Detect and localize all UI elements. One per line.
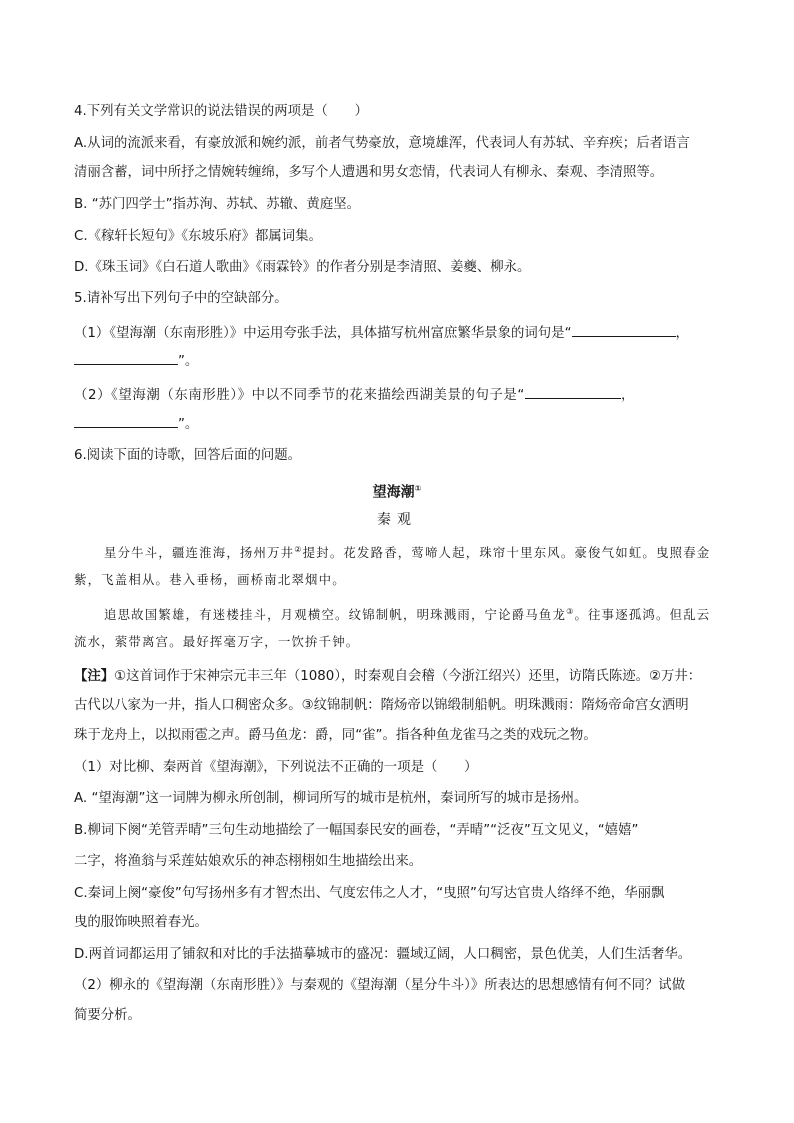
answer-blank-3[interactable] xyxy=(525,384,621,399)
q4-option-b: B. “苏门四学士”指苏洵、苏轼、苏辙、黄庭坚。 xyxy=(74,197,360,212)
poem-author: 秦观 xyxy=(377,512,417,528)
q6-stem: 6.阅读下面的诗歌，回答后面的问题。 xyxy=(74,448,302,463)
q6-sub2-line1: （2）柳永的《望海潮（东南形胜）》与秦观的《望海潮（星分牛斗）》所表达的思想感情有何不同？试做 xyxy=(74,978,686,993)
q6-sub1-stem: （1）对比柳、秦两首《望海潮》，下列说法不正确的一项是（ ） xyxy=(74,760,478,775)
q5-part1-line2 xyxy=(74,350,198,372)
annotation-line1: 【注】①这首词作于宋神宗元丰三年（1080），时秦观自会稽（今浙江绍兴）还里，访隋氏陈迹。②万井： xyxy=(74,669,702,684)
footnote-marker: ② xyxy=(294,545,303,554)
q5-part2-line1 xyxy=(74,384,635,406)
poem-title xyxy=(0,479,794,503)
poem-line: 追思故国繁雄，有迷楼挂斗，月观横空。纹锦制帆，明珠溅雨，宁论爵马鱼龙③。往事逐孤鸿。但乱云 xyxy=(104,607,711,623)
answer-blank-4[interactable] xyxy=(74,413,178,428)
note-label: 【注】 xyxy=(74,669,115,684)
answer-blank-2[interactable] xyxy=(74,350,178,365)
comma: ， xyxy=(675,326,689,341)
poem-line: 紫，飞盖相从。巷入垂杨，画桥南北翠烟中。 xyxy=(74,572,346,587)
annotation-line2: 古代以八家为一井，指人口稠密众多。③纹锦制帆：隋炀帝以锦缎制船帆。明珠溅雨：隋炀帝命宫女洒明 xyxy=(74,698,689,713)
closing-quote: ”。 xyxy=(178,417,199,432)
q6-option-d: D.两首词都运用了铺叙和对比的手法描摹城市的盛况：疆域辽阔，人口稠密，景色优美，人们生活奢华。 xyxy=(74,947,692,962)
annotation-line3: 珠于龙舟上，以拟雨雹之声。爵马鱼龙：爵，同“雀”。指各种鱼龙雀马之类的戏玩之物。 xyxy=(74,728,597,743)
poem-title-text: 望海潮 xyxy=(372,484,415,501)
q4-option-a-line1: A.从词的流派来看，有豪放派和婉约派，前者气势豪放，意境雄浑，代表词人有苏轼、辛弃疾；后者语言 xyxy=(74,136,690,151)
poem-line: 星分牛斗，疆连淮海，扬州万井②提封。花发路香，莺啼人起，珠帘十里东风。豪俊气如虹。曳照春金 xyxy=(104,545,711,561)
comma: ， xyxy=(620,388,635,403)
footnote-marker: ① xyxy=(414,484,422,493)
q6-option-b-line2: 二字，将渔翁与采莲姑娘欢乐的神态栩栩如生地描绘出来。 xyxy=(74,854,423,869)
q5-stem: 5.请补写出下列句子中的空缺部分。 xyxy=(74,291,288,306)
q4-option-d: D.《珠玉词》《白石道人歌曲》《雨霖铃》的作者分别是李清照、姜夔、柳永。 xyxy=(74,260,531,275)
q6-option-b-line1: B.柳词下阕“羌管弄晴”三句生动地描绘了一幅国泰民安的画卷，“弄晴”“泛夜”互文见义，“嬉嬉” xyxy=(74,823,639,838)
q6-sub2-line2: 简要分析。 xyxy=(74,1008,141,1023)
q5-part2-line2 xyxy=(74,413,198,435)
q6-option-a: A. “望海潮”这一词牌为柳永所创制，柳词所写的城市是杭州，秦词所写的城市是扬州。 xyxy=(74,791,588,806)
q6-option-c-line1: C.秦词上阕“豪俊”句写扬州多有才智杰出、气度宏伟之人才，“曳照”句写达官贵人络绎不绝，华丽飘 xyxy=(74,886,665,901)
q4-option-c: C.《稼轩长短句》《东坡乐府》都属词集。 xyxy=(74,229,322,244)
q5-part2-prompt: （2）《望海潮（东南形胜）》中以不同季节的花来描绘西湖美景的句子是“ xyxy=(74,388,525,403)
poem-line: 流水，萦带离宫。最好挥毫万字，一饮拚千钟。 xyxy=(74,634,360,649)
q5-part1-line1 xyxy=(74,322,689,344)
q5-part1-prompt: （1）《望海潮（东南形胜）》中运用夸张手法，具体描写杭州富庶繁华景象的词句是“ xyxy=(74,326,572,341)
answer-blank-1[interactable] xyxy=(572,322,676,337)
q4-stem: 4.下列有关文学常识的说法错误的两项是（ ） xyxy=(74,104,368,119)
q4-option-a-line2: 清丽含蓄，词中所抒之情婉转缠绵，多写个人遭遇和男女恋情，代表词人有柳永、秦观、李清照等。 xyxy=(74,165,664,180)
closing-quote: ”。 xyxy=(178,354,199,369)
footnote-marker: ③ xyxy=(566,607,575,616)
q6-option-c-line2: 曳的服饰映照着春光。 xyxy=(74,915,208,930)
